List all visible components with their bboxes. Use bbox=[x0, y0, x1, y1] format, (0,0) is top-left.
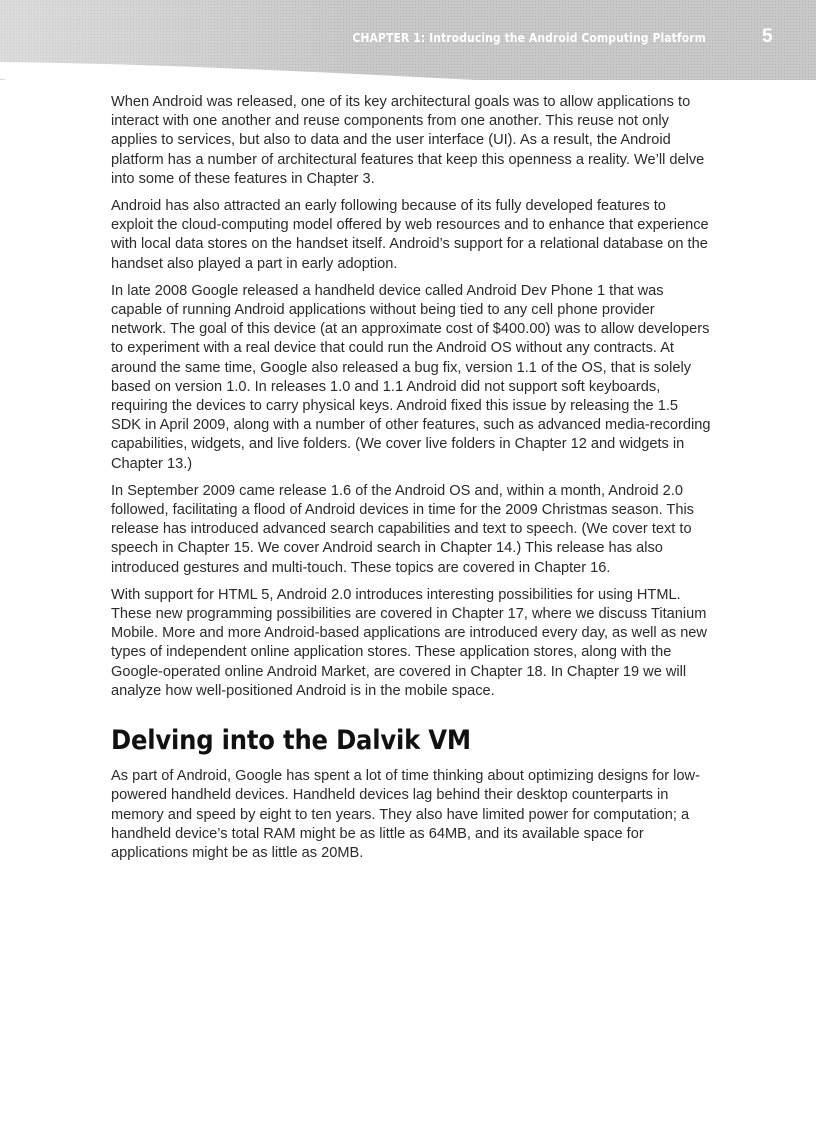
body-paragraph: When Android was released, one of its key architectural goals was to allow applications to interact with one another and reuse components from one another. This reuse not only applies to services, but also to data and the user interface (UI). As a result, the Android platform has a number of architectural features that keep this openness a reality. We’ll delve into some of these features in Chapter 3. bbox=[111, 94, 705, 187]
page-header-band bbox=[0, 0, 816, 80]
page-number: 5 bbox=[762, 26, 773, 47]
body-paragraph: In late 2008 Google released a handheld device called Android Dev Phone 1 that was capable of running Android applications without being tied to any cell phone provider network. The goal of this device (at an approximate cost of $400.00) was to allow developers to experiment with a real device that could run the Android OS without any contracts. At around the same time, Google also released a bug fix, version 1.1 of the OS, that is solely based on version 1.0. In releases 1.0 and 1.1 Android did not support soft keyboards, requiring the devices to carry physical keys. Android fixed this issue by releasing the 1.5 SDK in April 2009, along with a number of other features, such as advanced media-recording capabilities, widgets, and live folders. (We cover live folders in Chapter 12 and widgets in Chapter 13.) bbox=[111, 282, 711, 472]
body-paragraph: As part of Android, Google has spent a lot of time thinking about optimizing designs for low-powered handheld devices. Handheld devices lag behind their desktop counterparts in memory and speed by eight to ten years. They also have limited power for computation; a handheld device’s total RAM might be as little as 64MB, and its available space for applications might be as little as 20MB. bbox=[111, 768, 700, 861]
body-paragraph: With support for HTML 5, Android 2.0 introduces interesting possibilities for using HTML. These new programming possibilities are covered in Chapter 17, where we discuss Titanium Mobile. More and more Android-based applications are introduced every day, as well as new types of independent online application stores. These application stores, along with the Google-operated online Android Market, are covered in Chapter 18. In Chapter 19 we will analyze how well-positioned Android is in the mobile space. bbox=[111, 586, 707, 699]
page-body bbox=[111, 93, 711, 871]
section-heading: Delving into the Dalvik VM bbox=[111, 725, 471, 757]
running-head: CHAPTER 1: Introducing the Android Computing Platform bbox=[352, 31, 706, 45]
body-paragraph: In September 2009 came release 1.6 of the Android OS and, within a month, Android 2.0 followed, facilitating a flood of Android devices in time for the 2009 Christmas season. This release has introduced advanced search capabilities and text to speech. (We cover text to speech in Chapter 15. We cover Android search in Chapter 14.) This release has also introduced gestures and multi-touch. These topics are covered in Chapter 16. bbox=[111, 482, 694, 576]
body-paragraph: Android has also attracted an early following because of its fully developed features to exploit the cloud-computing model offered by web resources and to enhance that experience with local data stores on the handset itself. Android’s support for a relational database on the handset also played a part in early adoption. bbox=[111, 198, 709, 272]
